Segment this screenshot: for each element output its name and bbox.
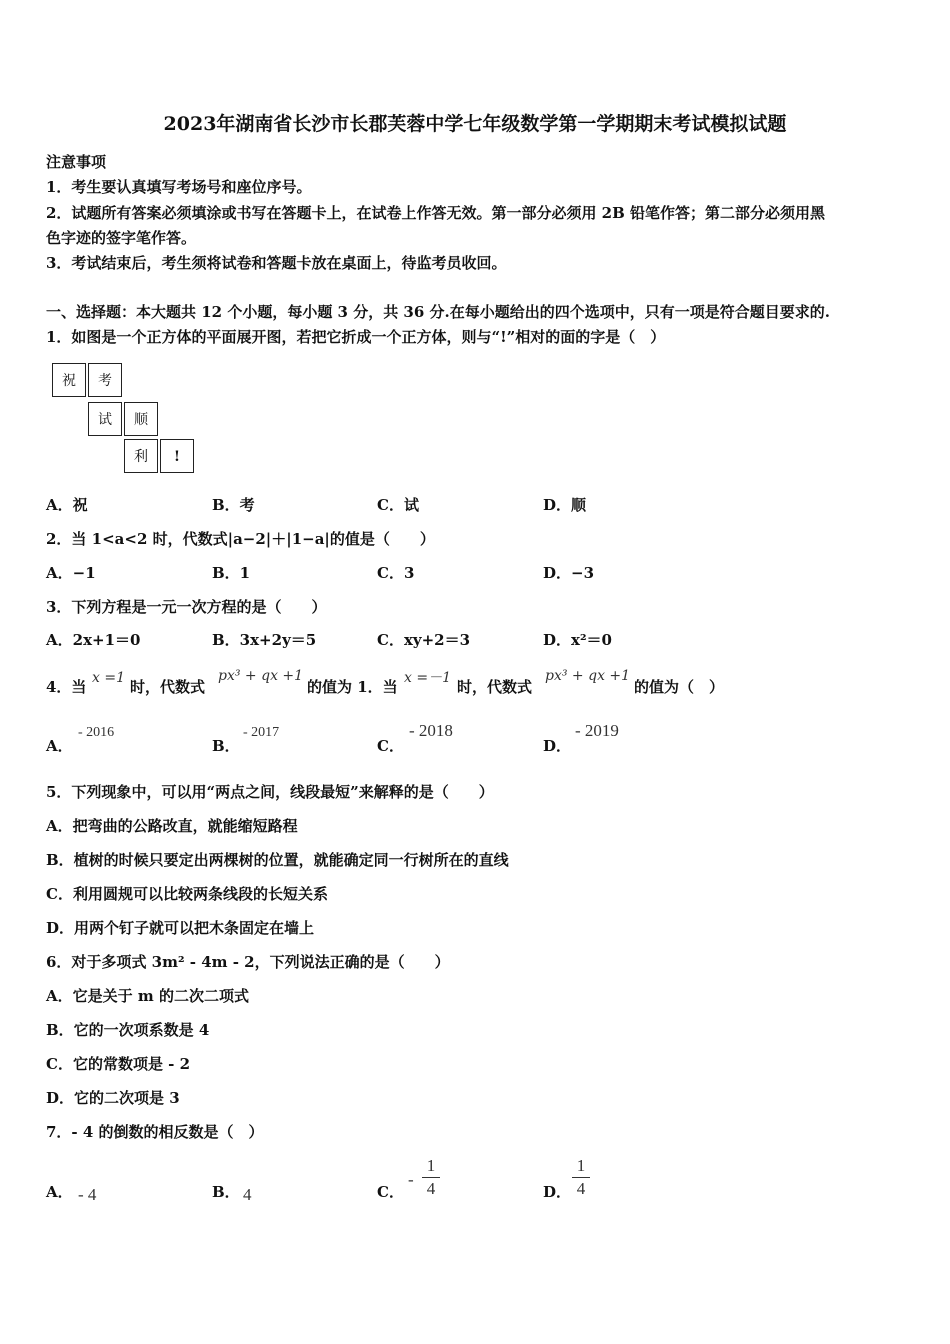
q7-option-a: - 4 [78,1185,97,1204]
net-cell: 祝 [52,363,86,397]
q4-math-x1: x =1 [92,670,125,686]
q3-stem: 3．下列方程是一元一次方程的是（ ） [46,598,327,616]
q4-option-d-label: D． [543,737,572,755]
fraction-numerator: 1 [426,1156,436,1175]
q5-stem: 5．下列现象中，可以用“两点之间，线段最短”来解释的是（ ） [46,783,494,801]
fraction-denominator: 4 [426,1179,436,1198]
q1-option-d: D．顺 [543,496,587,514]
q4-option-b-label: B． [212,737,240,755]
fraction-numerator: 1 [576,1156,586,1175]
q2-option-d: D．−3 [543,564,595,582]
q5-option-c: C．利用圆规可以比较两条线段的长短关系 [46,885,328,903]
q7-option-b-label: B． [212,1183,240,1201]
q7-stem: 7．- 4 的倒数的相反数是（ ） [46,1123,264,1141]
q4-option-a-label: A． [46,737,73,755]
q5-option-b: B．植树的时候只要定出两棵树的位置，就能确定同一行树所在的直线 [46,851,509,869]
fraction-bar [572,1177,590,1178]
q6-stem: 6．对于多项式 3m² - 4m - 2，下列说法正确的是（ ） [46,953,450,971]
fraction-denominator: 4 [576,1179,586,1198]
cube-net [52,363,202,475]
q7-option-b: 4 [243,1185,252,1204]
q7-option-d-label: D． [543,1183,572,1201]
net-cell: 利 [124,439,158,473]
q7-option-c-fraction [422,1157,440,1198]
q4-stem-part5: 的值为（ ） [634,678,725,696]
q4-stem-part1: 4．当 [46,678,87,696]
q5-option-a: A．把弯曲的公路改直，就能缩短路程 [46,817,298,835]
note-3: 3．考试结束后，考生须将试卷和答题卡放在桌面上，待监考员收回。 [46,254,507,272]
q6-option-b: B．它的一次项系数是 4 [46,1021,210,1039]
q4-math-expr-1: px³ + qx +1 [218,668,304,684]
net-cell: 试 [88,402,122,436]
q6-option-d: D．它的二次项是 3 [46,1089,180,1107]
q5-option-d: D．用两个钉子就可以把木条固定在墙上 [46,919,315,937]
q3-option-c: C．xy+2＝3 [377,631,471,649]
q2-stem: 2．当 1<a<2 时，代数式|a−2|＋|1−a|的值是（ ） [46,530,435,548]
q2-option-c: C．3 [377,564,415,582]
q4-option-c-label: C． [377,737,404,755]
q4-math-x2: x =－1 [404,670,451,686]
q4-option-c: - 2018 [409,721,453,740]
q7-option-c-label: C． [377,1183,404,1201]
net-cell: ! [160,439,194,473]
q3-option-a: A．2x+1＝0 [46,631,141,649]
net-cell: 考 [88,363,122,397]
net-cell: 顺 [124,402,158,436]
q4-stem-part2: 时，代数式 [130,678,206,696]
note-2b: 色字迹的签字笔作答。 [46,229,197,247]
q1-option-b: B．考 [212,496,255,514]
page-title: 2023年湖南省长沙市长郡芙蓉中学七年级数学第一学期期末考试模拟试题 [163,113,787,135]
q2-option-b: B．1 [212,564,251,582]
q6-option-c: C．它的常数项是 - 2 [46,1055,191,1073]
fraction-bar [422,1177,440,1178]
q4-option-b: - 2017 [243,725,280,740]
q7-option-a-label: A． [46,1183,73,1201]
q4-stem-part3: 的值为 1．当 [307,678,398,696]
q4-math-expr-2: px³ + qx +1 [545,668,631,684]
q4-option-d: - 2019 [575,721,619,740]
note-1: 1．考生要认真填写考场号和座位序号。 [46,178,312,196]
q4-stem-part4: 时，代数式 [457,678,533,696]
note-2a: 2．试题所有答案必须填涂或书写在答题卡上，在试卷上作答无效。第一部分必须用 2B 铅笔作答；第二部分必须用黑 [46,204,826,222]
section-heading: 一、选择题：本大题共 12 个小题，每小题 3 分，共 36 分.在每小题给出的四个选项中，只有一项是符合题目要求的. [46,303,830,321]
q6-option-a: A．它是关于 m 的二次二项式 [46,987,249,1005]
notes-heading: 注意事项 [46,153,107,171]
q4-option-a: - 2016 [78,725,115,740]
q7-option-c-sign: - [408,1170,414,1189]
q1-stem: 1．如图是一个正方体的平面展开图，若把它折成一个正方体，则与“!”相对的面的字是（ ） [46,328,666,346]
q2-option-a: A．−1 [46,564,96,582]
q3-option-d: D．x²＝0 [543,631,612,649]
q7-option-d-fraction [572,1157,590,1198]
q1-option-c: C．试 [377,496,419,514]
q3-option-b: B．3x+2y＝5 [212,631,317,649]
q1-option-a: A．祝 [46,496,88,514]
